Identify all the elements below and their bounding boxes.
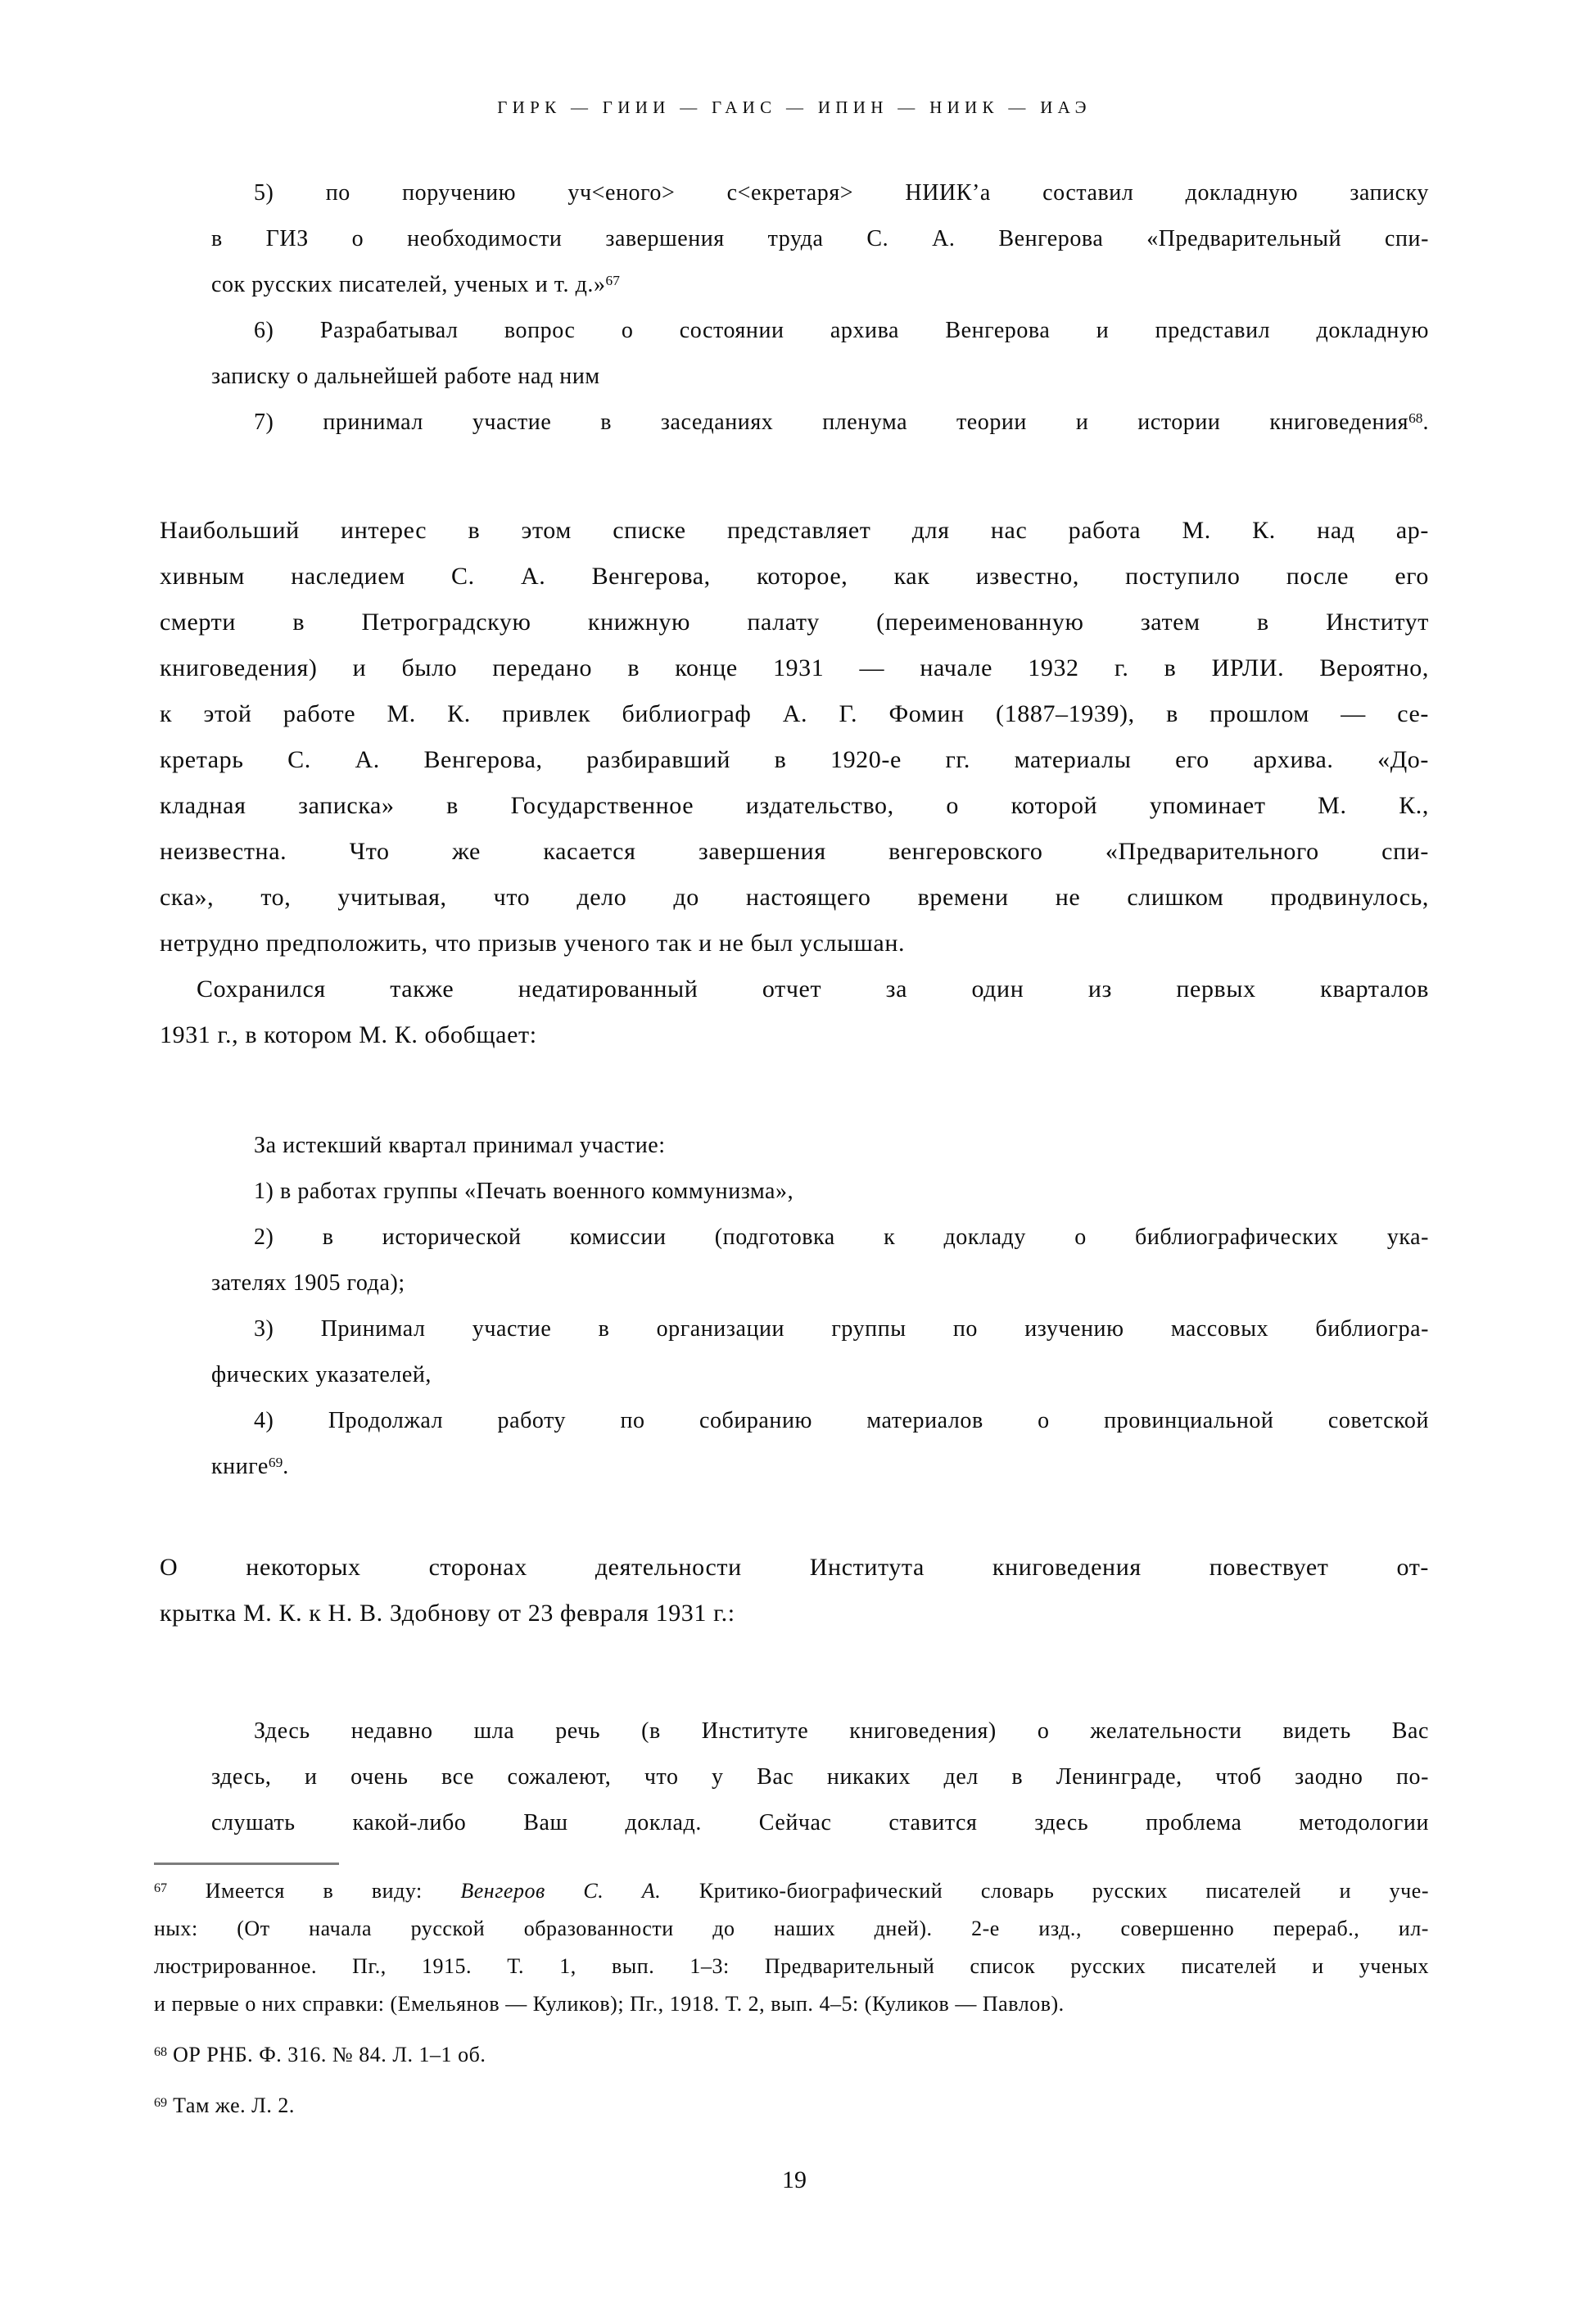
footnote-marker: 68: [1408, 410, 1423, 427]
footnote-marker: 67: [605, 273, 620, 289]
text-line: Сохранился также недатированный отчет за один из первых кварталов: [197, 975, 1429, 1003]
text-line: кладная записка» в Государственное издательство, о которой упоминает М. К.,: [160, 792, 1429, 819]
footnote-marker: 69: [268, 1455, 283, 1471]
paragraph: [154, 2036, 1429, 2074]
text-line: кретарь С. А. Венгерова, разбиравший в 1920-е гг. материалы его архива. «До-: [160, 746, 1429, 773]
report-extract-quote-1: [211, 170, 1429, 446]
paragraph: [211, 1398, 1429, 1490]
text-line: Наибольший интерес в этом списке представляет для нас работа М. К. над ар-: [160, 517, 1429, 544]
text-line: $^{68}$ ОР РНБ. Ф. 316. № 84. Л. 1–1 об.: [154, 2043, 486, 2066]
footnote-marker: 69: [154, 2095, 168, 2110]
text-line: здесь, и очень все сожалеют, что у Вас никаких дел в Ленинграде, чтоб заодно по-: [211, 1764, 1429, 1790]
text-line: слушать какой-либо Ваш доклад. Сейчас ставится здесь проблема методологии: [211, 1810, 1429, 1835]
text-line: в ГИЗ о необходимости завершения труда С. А. Венгерова «Предварительный спи-: [211, 226, 1429, 251]
text-line: Здесь недавно шла речь (в Институте книговедения) о желательности видеть Вас: [254, 1718, 1429, 1744]
postcard-extract-quote: [211, 1709, 1429, 1846]
text-line: 5) по поручению уч<еного> с<екретаря> НИИК’а составил докладную записку: [254, 180, 1429, 206]
text-line: люстрированное. Пг., 1915. Т. 1, вып. 1–3: Предварительный список русских писателей и ученых: [154, 1954, 1429, 1978]
text-line: 3) Принимал участие в организации группы по изучению массовых библиогра-: [254, 1316, 1429, 1342]
main-text-block-1: [160, 508, 1429, 1058]
text-line: крытка М. К. к Н. В. Здобнову от 23 февраля 1931 г.:: [160, 1600, 735, 1627]
footnotes-block: [154, 1872, 1429, 2125]
paragraph: [211, 1169, 1429, 1215]
paragraph: [160, 966, 1429, 1058]
paragraph: [154, 1872, 1429, 2023]
text-line: 4) Продолжал работу по собиранию материалов о провинциальной советской: [254, 1408, 1429, 1433]
paragraph: [211, 1123, 1429, 1169]
text-line: к этой работе М. К. привлек библиограф А. Г. Фомин (1887–1939), в прошлом — се-: [160, 700, 1429, 727]
text-line: смерти в Петроградскую книжную палату (переименованную затем в Институт: [160, 609, 1429, 636]
text-line: фических указателей,: [211, 1362, 432, 1387]
italic-text: Венгеров С. А.: [460, 1879, 662, 1903]
text-line: хивным наследием С. А. Венгерова, которое, как известно, поступило после его: [160, 563, 1429, 590]
running-head: ГИРК — ГИИИ — ГАИС — ИПИН — НИИК — ИАЭ: [497, 97, 1092, 117]
text-line: нетрудно предположить, что призыв ученого так и не был услышан.: [160, 930, 906, 957]
text-line: и первые о них справки: (Емельянов — Куликов); Пг., 1918. Т. 2, вып. 4–5: (Куликов — Павлов).: [154, 1992, 1065, 2016]
text-line: О некоторых сторонах деятельности Института книговедения повествует от-: [160, 1554, 1429, 1581]
text-line: ных: (От начала русской образованности до наших дней). 2-е изд., совершенно перераб., ил-: [154, 1917, 1429, 1940]
text-line: 1931 г., в котором М. К. обобщает:: [160, 1021, 537, 1048]
report-extract-quote-2: [211, 1123, 1429, 1490]
paragraph: [211, 170, 1429, 308]
paragraph: [154, 2087, 1429, 2125]
text-line: зателях 1905 года);: [211, 1270, 405, 1296]
text-line: $^{69}$ Там же. Л. 2.: [154, 2093, 295, 2117]
text-line: книге$^{69}$.: [211, 1454, 289, 1479]
footnote-marker: 68: [154, 2044, 168, 2059]
footnote-separator-rule: [154, 1863, 339, 1865]
text-line: 2) в исторической комиссии (подготовка к докладу о библиографических ука-: [254, 1224, 1429, 1250]
text-line: книговедения) и было передано в конце 1931 — начале 1932 г. в ИРЛИ. Вероятно,: [160, 654, 1429, 681]
text-line: 6) Разрабатывал вопрос о состоянии архива Венгерова и представил докладную: [254, 318, 1429, 343]
paragraph: [211, 1306, 1429, 1398]
text-line: 7) принимал участие в заседаниях пленума теории и истории книговедения$^{68}$.: [254, 410, 1429, 435]
page-number: 19: [782, 2166, 807, 2193]
main-text-block-2: [160, 1545, 1429, 1636]
text-line: 1) в работах группы «Печать военного коммунизма»,: [254, 1179, 794, 1204]
paragraph: [160, 508, 1429, 966]
text-line: сок русских писателей, ученых и т. д.»$^{67}$: [211, 272, 620, 297]
paragraph: [211, 1215, 1429, 1306]
text-line: записку о дальнейшей работе над ним: [211, 364, 600, 389]
paragraph: [211, 1709, 1429, 1846]
text-line: неизвестна. Что же касается завершения венгеровского «Предварительного спи-: [160, 838, 1429, 865]
text-line: $^{67}$ Имеется в виду: Венгеров С. А. Критико-биографический словарь русских писателей и уче-: [154, 1879, 1429, 1903]
footnote-marker: 67: [154, 1881, 168, 1895]
paragraph: [160, 1545, 1429, 1636]
text-line: ска», то, учитывая, что дело до настоящего времени не слишком продвинулось,: [160, 884, 1429, 911]
text-line: За истекший квартал принимал участие:: [254, 1133, 666, 1158]
paragraph: [211, 308, 1429, 400]
paragraph: [211, 400, 1429, 446]
